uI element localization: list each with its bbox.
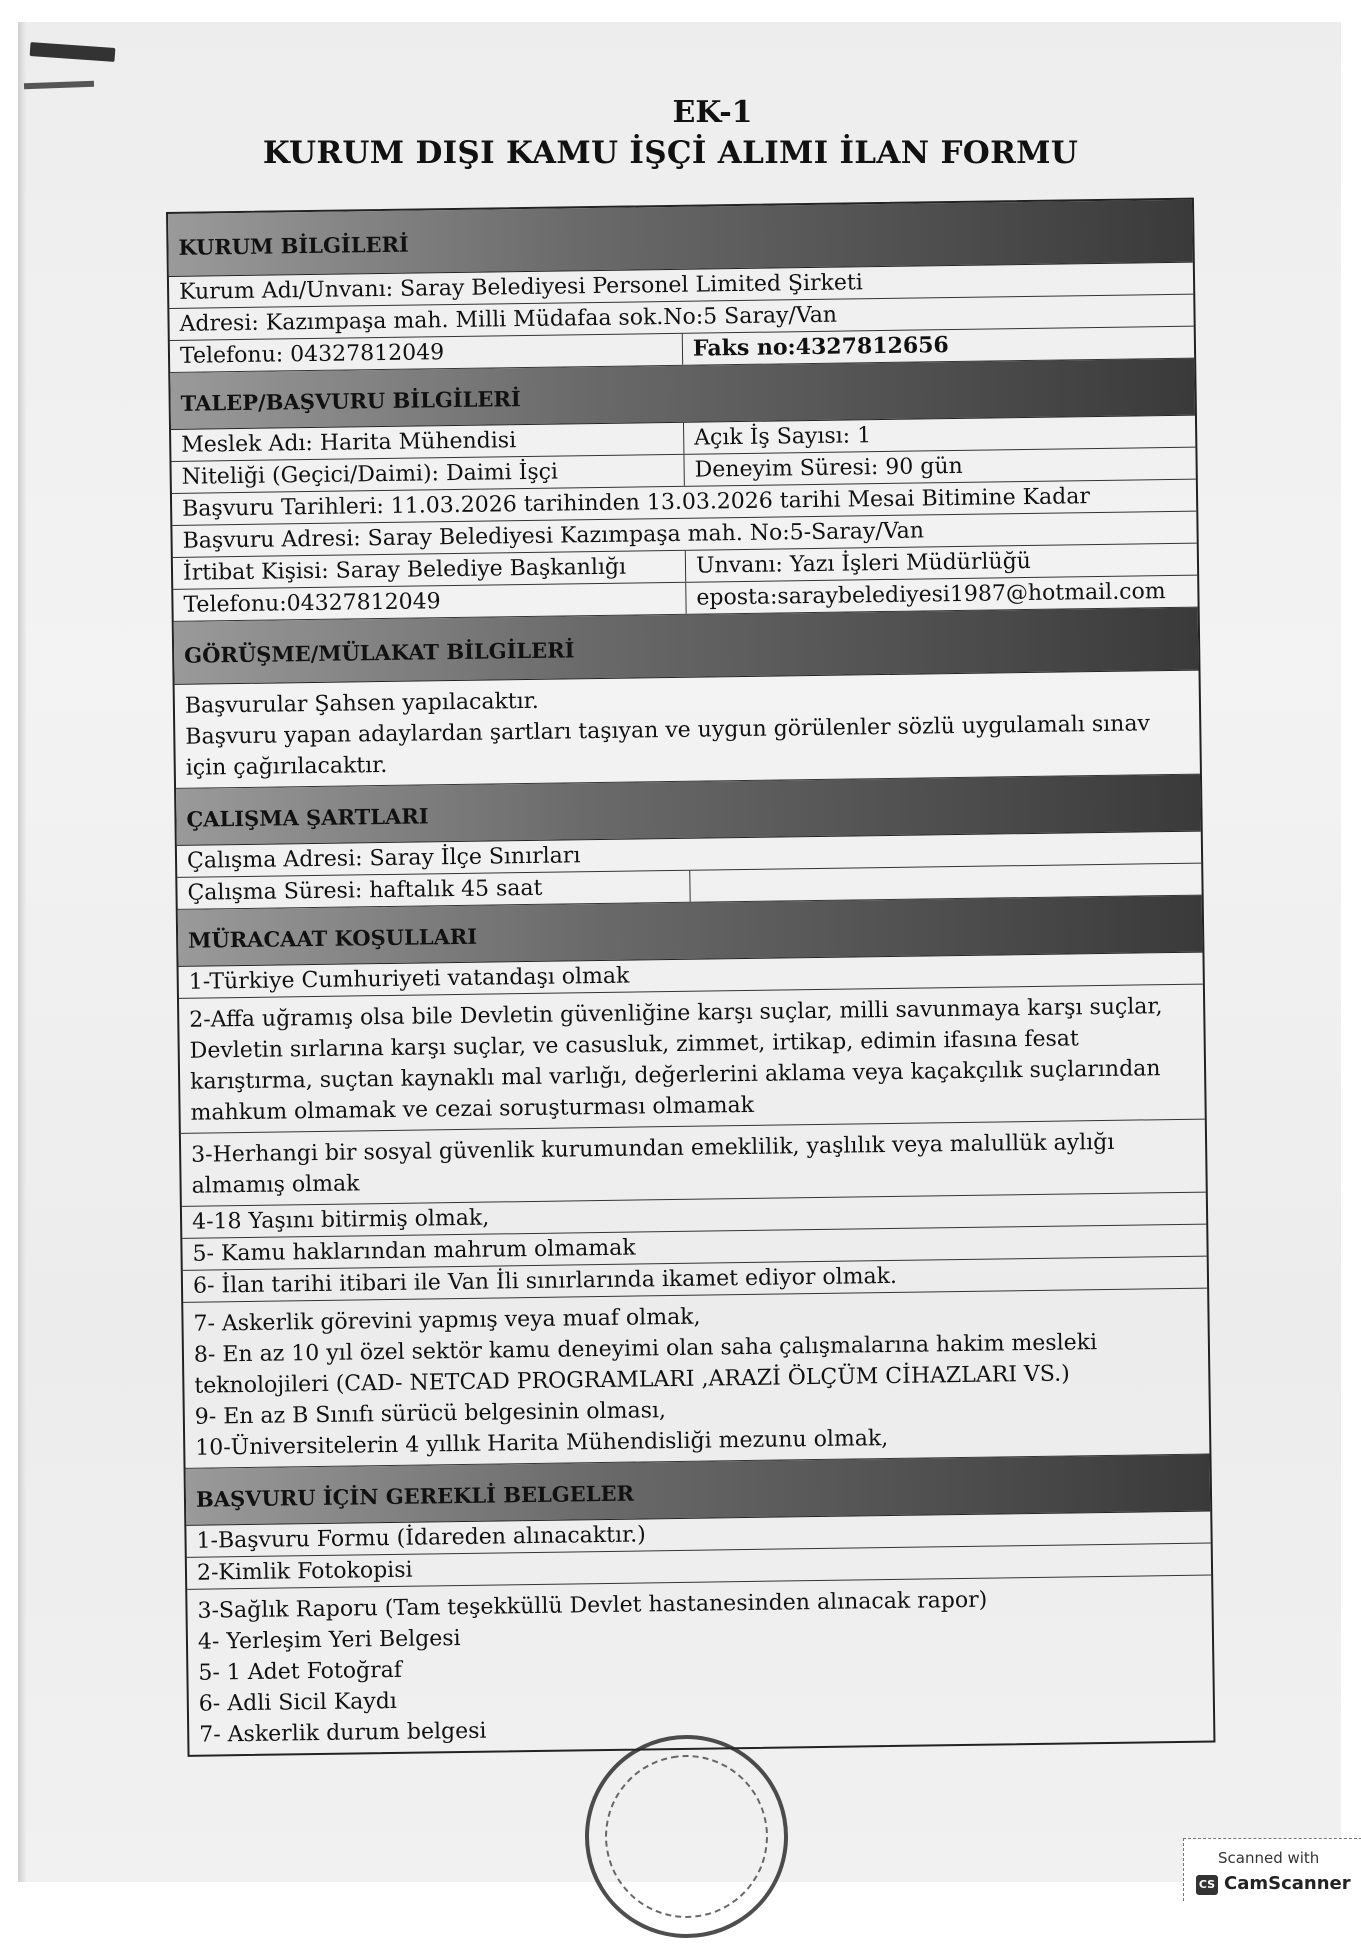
camscanner-logo-icon: CS: [1196, 1875, 1218, 1895]
kurum-adres: Adresi: Kazımpaşa mah. Milli Müdafaa sok.No:5 Saray/Van: [179, 302, 838, 337]
kosul-2: [179, 985, 1205, 1134]
deneyim-suresi: Deneyim Süresi: 90 gün: [694, 453, 963, 483]
kosul-9: 9- En az B Sınıfı sürücü belgesinin olması,: [194, 1398, 667, 1430]
kosul-10: 10-Üniversitelerin 4 yıllık Harita Mühendisliği mezunu olmak,: [195, 1426, 889, 1461]
kosul-7: 7- Askerlik görevini yapmış veya muaf olmak,: [193, 1304, 701, 1337]
irtibat-kisisi: İrtibat Kişisi: Saray Belediye Başkanlığı: [173, 551, 686, 589]
kurum-faks: Faks no:4327812656: [692, 332, 949, 362]
belge-1: 1-Başvuru Formu (İdareden alınacaktır.): [196, 1522, 646, 1554]
scanner-watermark: [1183, 1838, 1361, 1901]
kosul-6: 6- İlan tarihi itibari ile Van İli sınırlarında ikamet ediyor olmak.: [192, 1263, 898, 1299]
document-title: KURUM DIŞI KAMU İŞÇİ ALIMI İLAN FORMU: [262, 135, 1079, 171]
belgeler-list: [187, 1576, 1213, 1755]
kosul-1: 1-Türkiye Cumhuriyeti vatandaşı olmak: [188, 963, 630, 995]
belge-3: 3-Sağlık Raporu (Tam teşekküllü Devlet hastanesinden alınacak rapor): [197, 1587, 988, 1624]
kurum-telefon: Telefonu: 04327812049: [170, 334, 683, 372]
kosul-7-10: [183, 1289, 1209, 1469]
kosul-5: 5- Kamu haklarından mahrum olmamak: [192, 1235, 636, 1267]
kosul-8-line: 8- En az 10 yıl özel sektör kamu deneyimi olan saha çalışmalarına hakim mesleki: [193, 1330, 1098, 1368]
section-heading-calisma: ÇALIŞMA ŞARTLARI: [176, 775, 1201, 846]
meslek-adi: Meslek Adı: Harita Mühendisi: [171, 423, 684, 461]
section-heading-kurum: KURUM BİLGİLERİ: [168, 200, 1193, 277]
kosul-2-line: karıştırma, suçtan kaynaklı mal varlığı, değerlerini aklama veya kaçakçılık suçlarından: [189, 1056, 1161, 1095]
paper-edge-shadow: [18, 22, 26, 1882]
irtibat-telefon: Telefonu:04327812049: [173, 583, 686, 621]
kosul-2-line: Devletin sırlarına karşı suçlar, ve casusluk, zimmet, irtikap, edimin ifasına fesat: [189, 1026, 1079, 1064]
irtibat-eposta: eposta:saraybelediyesi1987@hotmail.com: [696, 579, 1166, 611]
announcement-form: [166, 198, 1215, 1757]
gorusme-line: için çağırılacaktır.: [185, 752, 388, 781]
calisma-adresi: Çalışma Adresi: Saray İlçe Sınırları: [186, 843, 581, 874]
basvuru-adresi: Başvuru Adresi: Saray Belediyesi Kazımpaşa mah. No:5-Saray/Van: [182, 518, 925, 554]
belge-5: 5- 1 Adet Fotoğraf: [198, 1657, 403, 1686]
gorusme-text: [175, 671, 1200, 789]
scanner-caption: Scanned with: [1218, 1849, 1320, 1867]
gorusme-line: Başvuru yapan adaylardan şartları taşıyan ve uygun görülenler sözlü uygulamalı sınav: [185, 711, 1151, 750]
kosul-3-line: almamış olmak: [191, 1171, 360, 1199]
kosul-2-line: 2-Affa uğramış olsa bile Devletin güvenliğine karşı suçlar, milli savunmaya karşı suçlar,: [189, 994, 1163, 1033]
belge-7: 7- Askerlik durum belgesi: [199, 1718, 487, 1748]
belge-6: 6- Adli Sicil Kaydı: [198, 1688, 398, 1717]
basvuru-tarihleri: Başvuru Tarihleri: 11.03.2026 tarihinden 13.03.2026 tarihi Mesai Bitimine Kadar: [181, 484, 1091, 522]
kosul-2-line: mahkum olmamak ve cezai soruşturması olmamak: [190, 1092, 755, 1126]
calisma-suresi: Çalışma Süresi: haftalık 45 saat: [177, 871, 690, 909]
kosul-4: 4-18 Yaşını bitirmiş olmak,: [191, 1205, 490, 1235]
scanner-brand: CamScanner: [1224, 1873, 1351, 1894]
belge-2: 2-Kimlik Fotokopisi: [196, 1557, 413, 1586]
belge-4: 4- Yerleşim Yeri Belgesi: [197, 1626, 461, 1655]
section-heading-belgeler: BAŞVURU İÇİN GEREKLİ BELGELER: [186, 1455, 1211, 1526]
section-heading-talep: TALEP/BAŞVURU BİLGİLERİ: [170, 359, 1195, 430]
irtibat-unvan: Unvanı: Yazı İşleri Müdürlüğü: [695, 548, 1032, 579]
kosul-8-line: teknolojileri (CAD- NETCAD PROGRAMLARI ,ARAZİ ÖLÇÜM CİHAZLARI VS.): [194, 1361, 1070, 1399]
kurum-adi: Kurum Adı/Unvanı: Saray Belediyesi Personel Limited Şirketi: [178, 270, 863, 305]
gorusme-line: Başvurular Şahsen yapılacaktır.: [184, 688, 539, 719]
section-heading-gorusme: GÖRÜŞME/MÜLAKAT BİLGİLERİ: [174, 608, 1199, 685]
kosul-3-line: 3-Herhangi bir sosyal güvenlik kurumundan emeklilik, yaşlılık veya malullük aylığı: [190, 1129, 1115, 1168]
acik-is-sayisi: Açık İş Sayısı: 1: [694, 423, 872, 451]
nitelik: Niteliği (Geçici/Daimi): Daimi İşçi: [171, 455, 684, 493]
section-heading-muracaat: MÜRACAAT KOŞULLARI: [178, 896, 1203, 967]
document-label: EK-1: [672, 95, 753, 130]
